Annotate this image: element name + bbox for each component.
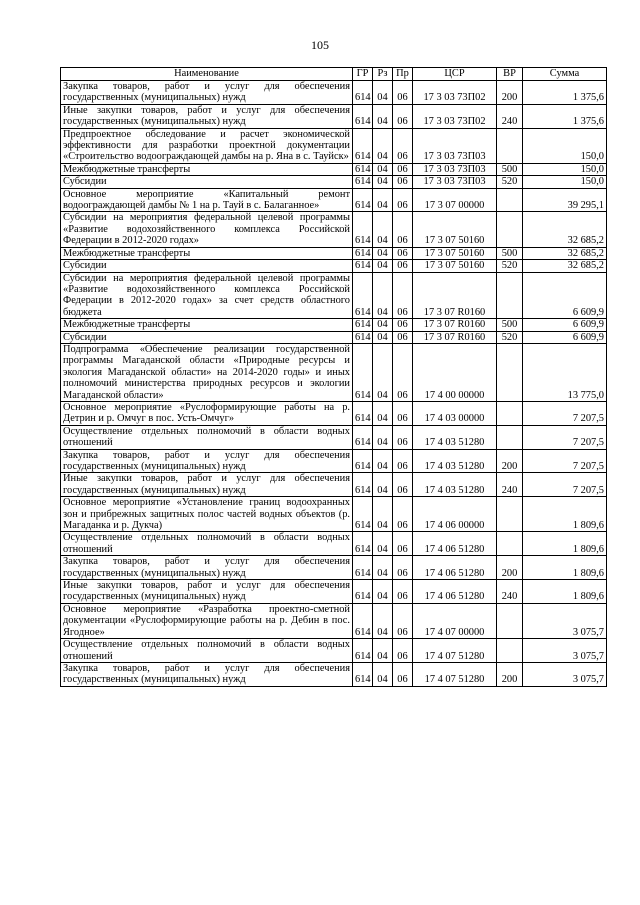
- cell-csr: 17 3 03 73П03: [413, 176, 497, 188]
- cell-rz: 04: [373, 331, 393, 343]
- cell-sum: 150,0: [523, 128, 607, 163]
- cell-pr: 06: [393, 639, 413, 663]
- cell-pr: 06: [393, 247, 413, 259]
- table-row: [61, 104, 607, 128]
- cell-rz: 04: [373, 188, 393, 212]
- cell-name: Закупка товаров, работ и услуг для обеспечения государственных (муниципальных) нужд: [61, 449, 353, 473]
- cell-pr: 06: [393, 176, 413, 188]
- table-row: [61, 81, 607, 105]
- column-header-gr: ГР: [353, 68, 373, 81]
- cell-csr: 17 4 07 51280: [413, 639, 497, 663]
- cell-pr: 06: [393, 401, 413, 425]
- cell-gr: 614: [353, 331, 373, 343]
- cell-gr: 614: [353, 662, 373, 686]
- cell-pr: 06: [393, 104, 413, 128]
- cell-csr: 17 3 03 73П03: [413, 128, 497, 163]
- cell-csr: 17 3 07 50160: [413, 260, 497, 272]
- cell-gr: 614: [353, 163, 373, 175]
- cell-rz: 04: [373, 163, 393, 175]
- header-row: [61, 68, 607, 81]
- cell-sum: 150,0: [523, 163, 607, 175]
- cell-gr: 614: [353, 401, 373, 425]
- cell-rz: 04: [373, 176, 393, 188]
- cell-csr: 17 3 07 00000: [413, 188, 497, 212]
- cell-pr: 06: [393, 662, 413, 686]
- table-row: [61, 212, 607, 247]
- cell-rz: 04: [373, 449, 393, 473]
- cell-csr: 17 4 03 51280: [413, 473, 497, 497]
- cell-sum: 7 207,5: [523, 449, 607, 473]
- cell-csr: 17 3 07 50160: [413, 212, 497, 247]
- cell-sum: 6 609,9: [523, 272, 607, 319]
- page-number: 105: [311, 38, 329, 52]
- cell-name: Субсидии на мероприятия федеральной целевой программы «Развитие водохозяйственного комплекса Российской Федерации в 2012-2020 годах» за счет средств областного бюджета: [61, 272, 353, 319]
- cell-pr: 06: [393, 128, 413, 163]
- cell-rz: 04: [373, 662, 393, 686]
- cell-rz: 04: [373, 603, 393, 638]
- cell-sum: 32 685,2: [523, 247, 607, 259]
- cell-rz: 04: [373, 272, 393, 319]
- cell-sum: 32 685,2: [523, 212, 607, 247]
- cell-vr: 200: [497, 449, 523, 473]
- cell-pr: 06: [393, 272, 413, 319]
- cell-gr: 614: [353, 532, 373, 556]
- cell-pr: 06: [393, 497, 413, 532]
- cell-csr: 17 4 06 51280: [413, 556, 497, 580]
- table-row: [61, 473, 607, 497]
- cell-gr: 614: [353, 449, 373, 473]
- cell-rz: 04: [373, 425, 393, 449]
- cell-sum: 150,0: [523, 176, 607, 188]
- cell-csr: 17 3 07 R0160: [413, 319, 497, 331]
- cell-sum: 6 609,9: [523, 331, 607, 343]
- table-row: [61, 580, 607, 604]
- cell-csr: 17 3 07 50160: [413, 247, 497, 259]
- cell-pr: 06: [393, 449, 413, 473]
- cell-vr: 500: [497, 163, 523, 175]
- column-header-name: Наименование: [61, 68, 353, 81]
- cell-csr: 17 4 07 00000: [413, 603, 497, 638]
- cell-csr: 17 3 03 73П02: [413, 104, 497, 128]
- cell-sum: 7 207,5: [523, 473, 607, 497]
- cell-vr: [497, 425, 523, 449]
- cell-rz: 04: [373, 639, 393, 663]
- cell-gr: 614: [353, 128, 373, 163]
- table-row: [61, 188, 607, 212]
- cell-pr: 06: [393, 343, 413, 401]
- cell-pr: 06: [393, 532, 413, 556]
- cell-gr: 614: [353, 212, 373, 247]
- cell-name: Закупка товаров, работ и услуг для обеспечения государственных (муниципальных) нужд: [61, 81, 353, 105]
- cell-vr: [497, 639, 523, 663]
- cell-vr: [497, 497, 523, 532]
- cell-gr: 614: [353, 556, 373, 580]
- cell-pr: 06: [393, 556, 413, 580]
- table-row: [61, 497, 607, 532]
- cell-name: Субсидии на мероприятия федеральной целевой программы «Развитие водохозяйственного комплекса Российской Федерации в 2012-2020 годах»: [61, 212, 353, 247]
- cell-vr: 520: [497, 176, 523, 188]
- cell-csr: 17 4 03 51280: [413, 449, 497, 473]
- cell-rz: 04: [373, 473, 393, 497]
- table-row: [61, 532, 607, 556]
- cell-gr: 614: [353, 639, 373, 663]
- cell-name: Основное мероприятие «Руслоформирующие работы на р. Детрин и р. Омчуг в пос. Усть-Омчуг»: [61, 401, 353, 425]
- table-row: [61, 319, 607, 331]
- cell-rz: 04: [373, 580, 393, 604]
- cell-name: Основное мероприятие «Установление границ водоохранных зон и прибрежных защитных полос частей водных объектов (р. Магаданка и р. Дукча): [61, 497, 353, 532]
- cell-rz: 04: [373, 497, 393, 532]
- cell-sum: 7 207,5: [523, 425, 607, 449]
- cell-pr: 06: [393, 331, 413, 343]
- cell-vr: 200: [497, 556, 523, 580]
- table-body: [61, 81, 607, 687]
- cell-sum: 13 775,0: [523, 343, 607, 401]
- table-header: [61, 68, 607, 81]
- cell-name: Закупка товаров, работ и услуг для обеспечения государственных (муниципальных) нужд: [61, 556, 353, 580]
- cell-pr: 06: [393, 212, 413, 247]
- cell-sum: 3 075,7: [523, 662, 607, 686]
- cell-vr: [497, 343, 523, 401]
- cell-vr: [497, 532, 523, 556]
- cell-rz: 04: [373, 401, 393, 425]
- column-header-sum: Сумма: [523, 68, 607, 81]
- cell-pr: 06: [393, 163, 413, 175]
- cell-csr: 17 4 03 51280: [413, 425, 497, 449]
- cell-sum: 1 809,6: [523, 532, 607, 556]
- cell-gr: 614: [353, 425, 373, 449]
- cell-gr: 614: [353, 81, 373, 105]
- column-header-rz: Рз: [373, 68, 393, 81]
- cell-name: Межбюджетные трансферты: [61, 247, 353, 259]
- table-row: [61, 639, 607, 663]
- cell-gr: 614: [353, 319, 373, 331]
- cell-rz: 04: [373, 81, 393, 105]
- cell-vr: [497, 272, 523, 319]
- cell-name: Подпрограмма «Обеспечение реализации государственной программы Магаданской области «Природные ресурсы и экология Магаданской области» на 2014-2020 годы» и иных полномочий министерства природных ресурсов и экологии Магаданской области»: [61, 343, 353, 401]
- cell-csr: 17 4 00 00000: [413, 343, 497, 401]
- cell-vr: [497, 401, 523, 425]
- cell-name: Осуществление отдельных полномочий в области водных отношений: [61, 425, 353, 449]
- table-row: [61, 163, 607, 175]
- cell-csr: 17 3 07 R0160: [413, 331, 497, 343]
- cell-vr: 200: [497, 662, 523, 686]
- cell-rz: 04: [373, 556, 393, 580]
- table-row: [61, 401, 607, 425]
- cell-name: Межбюджетные трансферты: [61, 163, 353, 175]
- cell-sum: 32 685,2: [523, 260, 607, 272]
- cell-name: Межбюджетные трансферты: [61, 319, 353, 331]
- cell-name: Иные закупки товаров, работ и услуг для обеспечения государственных (муниципальных) нужд: [61, 580, 353, 604]
- cell-sum: 1 375,6: [523, 104, 607, 128]
- cell-pr: 06: [393, 81, 413, 105]
- cell-sum: 3 075,7: [523, 639, 607, 663]
- cell-rz: 04: [373, 128, 393, 163]
- cell-name: Осуществление отдельных полномочий в области водных отношений: [61, 639, 353, 663]
- cell-name: Основное мероприятие «Капитальный ремонт водоограждающей дамбы № 1 на р. Тауй в с. Балаганное»: [61, 188, 353, 212]
- cell-sum: 1 375,6: [523, 81, 607, 105]
- cell-vr: [497, 212, 523, 247]
- cell-csr: 17 3 03 73П02: [413, 81, 497, 105]
- cell-name: Предпроектное обследование и расчет экономической эффективности для разработки проектной документации «Строительство водоограждающей дамбы на р. Яна в с. Тауйск»: [61, 128, 353, 163]
- cell-rz: 04: [373, 260, 393, 272]
- cell-vr: [497, 128, 523, 163]
- table-row: [61, 260, 607, 272]
- cell-rz: 04: [373, 319, 393, 331]
- cell-pr: 06: [393, 580, 413, 604]
- cell-csr: 17 3 03 73П03: [413, 163, 497, 175]
- cell-vr: 500: [497, 319, 523, 331]
- cell-vr: 520: [497, 331, 523, 343]
- cell-vr: 240: [497, 473, 523, 497]
- table-row: [61, 247, 607, 259]
- table-row: [61, 449, 607, 473]
- cell-gr: 614: [353, 104, 373, 128]
- table-row: [61, 343, 607, 401]
- cell-rz: 04: [373, 532, 393, 556]
- cell-csr: 17 4 06 51280: [413, 580, 497, 604]
- cell-csr: 17 4 03 00000: [413, 401, 497, 425]
- cell-vr: [497, 603, 523, 638]
- cell-name: Закупка товаров, работ и услуг для обеспечения государственных (муниципальных) нужд: [61, 662, 353, 686]
- cell-sum: 6 609,9: [523, 319, 607, 331]
- cell-vr: 500: [497, 247, 523, 259]
- table-row: [61, 603, 607, 638]
- cell-csr: 17 3 07 R0160: [413, 272, 497, 319]
- cell-rz: 04: [373, 247, 393, 259]
- cell-csr: 17 4 07 51280: [413, 662, 497, 686]
- cell-csr: 17 4 06 51280: [413, 532, 497, 556]
- table-row: [61, 425, 607, 449]
- table-row: [61, 272, 607, 319]
- cell-rz: 04: [373, 212, 393, 247]
- column-header-csr: ЦСР: [413, 68, 497, 81]
- cell-gr: 614: [353, 247, 373, 259]
- cell-rz: 04: [373, 104, 393, 128]
- cell-sum: 1 809,6: [523, 556, 607, 580]
- cell-gr: 614: [353, 343, 373, 401]
- cell-name: Основное мероприятие «Разработка проектно-сметной документации «Руслоформирующие работы на р. Дебин в пос. Ягодное»: [61, 603, 353, 638]
- cell-name: Осуществление отдельных полномочий в области водных отношений: [61, 532, 353, 556]
- cell-gr: 614: [353, 603, 373, 638]
- table-row: [61, 662, 607, 686]
- cell-pr: 06: [393, 188, 413, 212]
- cell-vr: 240: [497, 104, 523, 128]
- cell-name: Субсидии: [61, 176, 353, 188]
- cell-gr: 614: [353, 580, 373, 604]
- column-header-vr: ВР: [497, 68, 523, 81]
- cell-pr: 06: [393, 319, 413, 331]
- cell-vr: [497, 188, 523, 212]
- budget-table: [60, 67, 607, 687]
- cell-vr: 200: [497, 81, 523, 105]
- column-header-pr: Пр: [393, 68, 413, 81]
- cell-name: Субсидии: [61, 331, 353, 343]
- table-row: [61, 128, 607, 163]
- cell-sum: 39 295,1: [523, 188, 607, 212]
- cell-csr: 17 4 06 00000: [413, 497, 497, 532]
- cell-vr: 240: [497, 580, 523, 604]
- cell-gr: 614: [353, 176, 373, 188]
- cell-pr: 06: [393, 260, 413, 272]
- cell-sum: 1 809,6: [523, 497, 607, 532]
- cell-name: Иные закупки товаров, работ и услуг для обеспечения государственных (муниципальных) нужд: [61, 473, 353, 497]
- cell-name: Иные закупки товаров, работ и услуг для обеспечения государственных (муниципальных) нужд: [61, 104, 353, 128]
- cell-sum: 7 207,5: [523, 401, 607, 425]
- cell-gr: 614: [353, 188, 373, 212]
- cell-sum: 3 075,7: [523, 603, 607, 638]
- cell-sum: 1 809,6: [523, 580, 607, 604]
- cell-pr: 06: [393, 425, 413, 449]
- cell-pr: 06: [393, 473, 413, 497]
- cell-gr: 614: [353, 473, 373, 497]
- cell-gr: 614: [353, 260, 373, 272]
- table-row: [61, 176, 607, 188]
- cell-name: Субсидии: [61, 260, 353, 272]
- cell-rz: 04: [373, 343, 393, 401]
- table-row: [61, 556, 607, 580]
- cell-vr: 520: [497, 260, 523, 272]
- cell-pr: 06: [393, 603, 413, 638]
- table-row: [61, 331, 607, 343]
- cell-gr: 614: [353, 272, 373, 319]
- cell-gr: 614: [353, 497, 373, 532]
